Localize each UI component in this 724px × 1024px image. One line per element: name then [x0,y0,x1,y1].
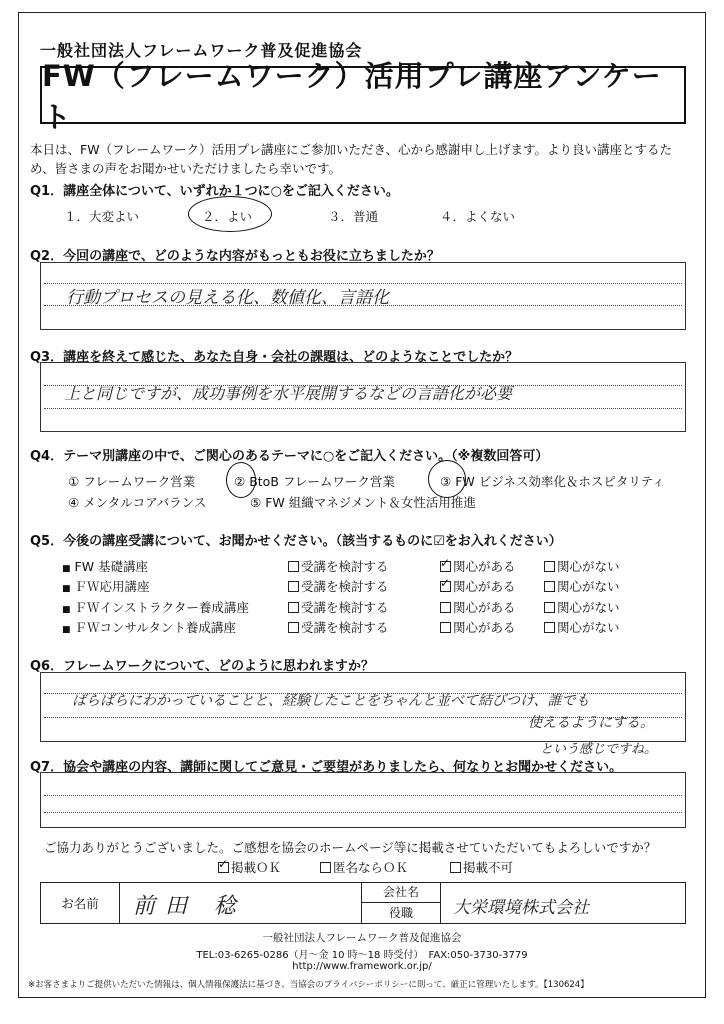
q5-row-2-not-interested[interactable]: 関心がない [544,577,620,595]
q5-row-3-consider[interactable]: 受講を検討する [288,598,389,616]
q5-row-1-interested[interactable]: ✓ 関心がある [440,557,516,575]
q4-option-1-label: フレームワーク営業 [83,474,196,489]
checkbox-icon[interactable] [544,581,555,592]
q3-handwritten-answer: 上と同じですが、成功事例を水平展開するなどの言語化が必要 [64,384,513,403]
q5-row-1-label: ■ FW 基礎講座 [62,559,149,574]
bullet-square-icon: ■ [62,605,71,615]
q4-option-3-num: ③ [440,474,452,489]
consent-option-no[interactable]: 掲載不可 [450,858,513,876]
q1-option-1[interactable]: １．大変よい [64,209,140,224]
checkbox-icon[interactable] [450,862,461,873]
checkbox-icon[interactable] [288,602,299,613]
footer-org: 一般社団法人フレームワーク普及促進協会 [262,932,462,944]
q5-row-1-consider[interactable]: 受講を検討する [288,557,389,575]
q4-option-1[interactable] [68,472,195,490]
q7-question: Q7．協会や講座の内容、講師に関してご意見・ご要望がありましたら、何なりとお聞かせください。 [30,760,623,775]
checkbox-icon[interactable] [288,561,299,572]
checkbox-icon[interactable] [544,602,555,613]
q2-handwritten-answer: 行動プロセスの見える化、数値化、言語化 [66,288,389,308]
q1-option-3[interactable]: ３．普通 [328,209,379,224]
q1-option-2[interactable]: ２．よい [202,209,253,224]
q5-row-1-not-interested[interactable]: 関心がない [544,557,620,575]
checkbox-checked-icon[interactable] [218,862,229,873]
q6-question: Q6．フレームワークについて、どのように思われますか？ [30,659,375,674]
q6-handwritten-answer-1: ばらばらにわかっていることと、経験したことをちゃんと並べて結びつけ、誰でも [72,693,590,709]
checkbox-icon[interactable] [320,862,331,873]
bullet-square-icon: ■ [62,625,71,635]
consent-option-ok[interactable]: ✓掲載ＯＫ [218,858,281,876]
q4-option-5-num: ⑤ [250,495,262,510]
q3-question: Q3．講座を終えて感じた、あなた自身・会社の課題は、どのようなことでしたか？ [30,350,519,365]
q4-option-5-label: FW 組織マネジメント＆女性活用推進 [265,495,476,510]
footer-contact: TEL:03-6265-0286（月～金 10 時～18 時受付） FAX:050-3730-3779 [196,950,528,961]
q6-handwritten-answer-3: という感じですね。 [540,742,658,757]
form-title-text: FW（フレームワーク）活用プレ講座アンケート [42,59,662,134]
q5-question: Q5．今後の講座受講について、お聞かせください。（該当するものに☑をお入れください） [30,534,562,549]
q4-option-4-num: ④ [68,495,80,510]
q5-row-4-consider[interactable]: 受講を検討する [288,618,389,636]
q4-option-2-num: ② [234,474,246,489]
bullet-square-icon: ■ [62,564,71,574]
q5-row-3-interested[interactable]: 関心がある [440,598,516,616]
q5-row-3-not-interested[interactable]: 関心がない [544,598,620,616]
role-label: 役職 [388,906,413,920]
intro-text [30,140,698,178]
q4-option-5[interactable] [250,493,476,511]
consent-question: ご協力ありがとうございました。ご感想を協会のホームページ等に掲載させていただいてもよろしいですか？ [44,840,657,855]
bullet-square-icon: ■ [62,584,71,594]
q5-row-4-label: ■ ＦＷコンサルタント養成講座 [62,620,236,635]
q4-option-1-num: ① [68,474,80,489]
q4-option-3-label: FW ビジネス効率化＆ホスピタリティ [455,474,665,489]
q5-row-2-consider[interactable]: 受講を検討する [288,577,389,595]
q4-option-2[interactable] [234,472,395,490]
q5-row-2-label: ■ ＦＷ応用講座 [62,579,150,594]
checkbox-icon[interactable] [544,561,555,572]
q7-line-1 [44,795,682,796]
q7-answer-box[interactable] [40,772,686,828]
footer-privacy-note: ※お客さまよりご提供いただいた情報は、個人情報保護法に基づき、当協会のプライバシーポリシーに則って、厳正に管理いたします。【130624】 [28,980,589,990]
respondent-table [40,882,686,924]
company-value[interactable]: 大栄環境株式会社 [453,898,589,918]
intro-line-2: め、皆さまの声をお聞かせいただけましたら幸いです。 [30,161,342,176]
checkbox-checked-icon[interactable] [440,561,451,572]
checkbox-icon[interactable] [544,622,555,633]
q4-option-2-label: BtoB フレームワーク営業 [249,474,395,489]
name-label: お名前 [41,883,120,923]
form-title [40,59,686,134]
consent-option-anonymous[interactable]: 匿名ならＯＫ [320,858,408,876]
q4-option-3[interactable] [440,472,665,490]
q2-question: Q2．今回の講座で、どのような内容がもっともお役に立ちましたか？ [30,249,440,264]
q4-option-4[interactable] [68,493,206,511]
q5-row-2-interested[interactable]: ✓ 関心がある [440,577,516,595]
q6-handwritten-answer-2: 使えるようにする。 [528,715,654,731]
q1-selection-circle [188,196,272,232]
q1-option-4[interactable]: ４．よくない [440,209,516,224]
q4-option-4-label: メンタルコアバランス [83,495,207,510]
checkbox-icon[interactable] [440,622,451,633]
q5-row-4-interested[interactable]: 関心がある [440,618,516,636]
checkbox-icon[interactable] [288,622,299,633]
footer-url[interactable]: http://www.framework.or.jp/ [292,961,432,972]
checkbox-icon[interactable] [440,602,451,613]
company-role-label [361,883,441,923]
q7-line-2 [44,812,682,813]
q5-row-4-not-interested[interactable]: 関心がない [544,618,620,636]
q1-question: Q1．講座全体について、いずれか１つに○をご記入ください。 [30,184,399,199]
organization-name: 一般社団法人フレームワーク普及促進協会 [40,41,363,60]
q4-question: Q4．テーマ別講座の中で、ご関心のあるテーマに○をご記入ください。（※複数回答可） [30,449,549,464]
intro-line-1: 本日は、FW（フレームワーク）活用プレ講座にご参加いただき、心から感謝申し上げます。より良い講座とするた [30,142,673,157]
q5-row-3-label: ■ ＦＷインストラクター養成講座 [62,600,249,615]
checkbox-checked-icon[interactable] [440,581,451,592]
checkbox-icon[interactable] [288,581,299,592]
q3-line-2 [44,408,682,409]
name-value[interactable]: 前田 稔 [133,894,246,919]
company-label: 会社名 [362,883,440,903]
